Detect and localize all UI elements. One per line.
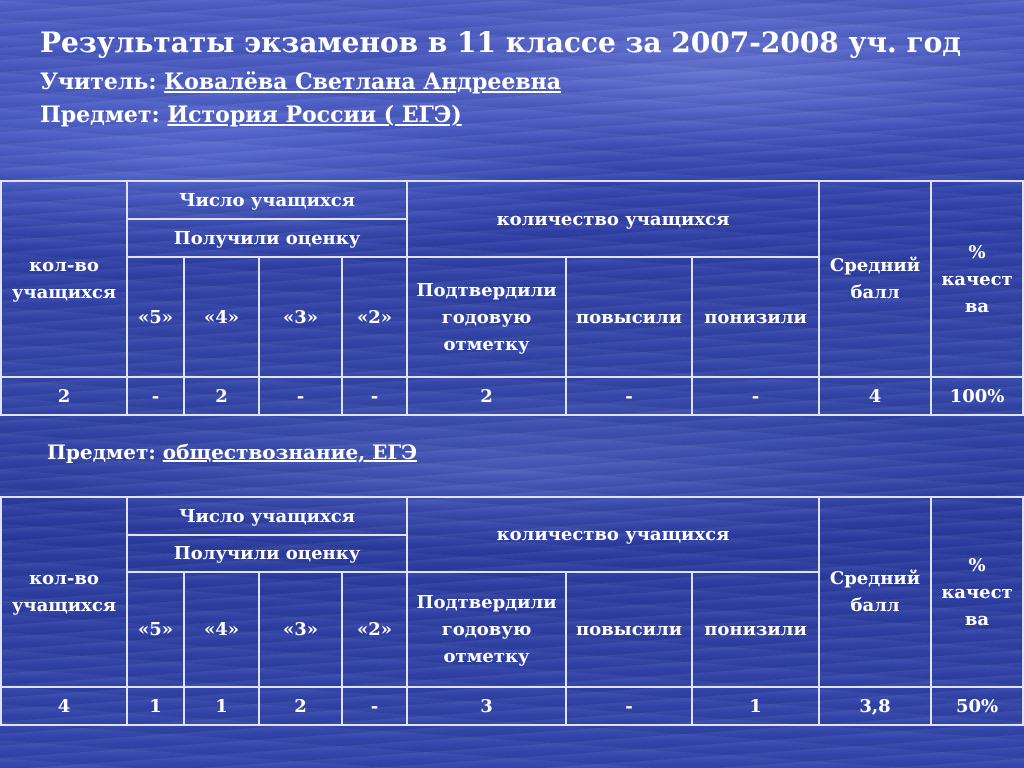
cell-quality: 50% bbox=[931, 687, 1023, 725]
subject-name: История России ( ЕГЭ) bbox=[167, 102, 462, 128]
cell-raised: - bbox=[566, 377, 692, 415]
header-grade-2: «2» bbox=[342, 572, 407, 687]
header-grade-3: «3» bbox=[259, 572, 342, 687]
cell-lowered: 1 bbox=[692, 687, 819, 725]
results-table-history bbox=[0, 180, 1024, 416]
subject2-label: Предмет: bbox=[47, 440, 156, 464]
header-grade-5: «5» bbox=[127, 572, 184, 687]
subject-label: Предмет: bbox=[40, 102, 160, 128]
header-quality bbox=[931, 497, 1023, 687]
header-got-grade: Получили оценку bbox=[127, 535, 407, 572]
table-row bbox=[1, 687, 1023, 725]
cell-g2: - bbox=[342, 377, 407, 415]
quality-pct: % bbox=[968, 241, 986, 263]
teacher-name: Ковалёва Светлана Андреевна bbox=[164, 69, 561, 95]
cell-g5: 1 bbox=[127, 687, 184, 725]
header-confirmed: Подтвердили годовую отметку bbox=[407, 572, 566, 687]
cell-g4: 2 bbox=[184, 377, 259, 415]
header-qty-students: количество учащихся bbox=[407, 497, 819, 572]
subject-line bbox=[40, 101, 961, 130]
header-num-students: Число учащихся bbox=[127, 181, 407, 219]
cell-lowered: - bbox=[692, 377, 819, 415]
header-num-students: Число учащихся bbox=[127, 497, 407, 535]
header-got-grade: Получили оценку bbox=[127, 219, 407, 257]
header-avg: Средний балл bbox=[819, 497, 931, 687]
header-grade-4: «4» bbox=[184, 257, 259, 377]
cell-confirmed: 3 bbox=[407, 687, 566, 725]
slide-title: Результаты экзаменов в 11 классе за 2007-2008 уч. год bbox=[40, 26, 961, 59]
header-grade-4: «4» bbox=[184, 572, 259, 687]
header-count-students: кол-во учащихся bbox=[1, 497, 127, 687]
cell-avg: 3,8 bbox=[819, 687, 931, 725]
header-quality bbox=[931, 181, 1023, 377]
quality-label: качест ва bbox=[941, 268, 1013, 317]
cell-raised: - bbox=[566, 687, 692, 725]
header-grade-3: «3» bbox=[259, 257, 342, 377]
cell-g5: - bbox=[127, 377, 184, 415]
table-row bbox=[1, 377, 1023, 415]
cell-g2: - bbox=[342, 687, 407, 725]
teacher-label: Учитель: bbox=[40, 69, 157, 95]
header-lowered: понизили bbox=[692, 572, 819, 687]
header-raised: повысили bbox=[566, 572, 692, 687]
cell-count: 2 bbox=[1, 377, 127, 415]
results-table-social-studies bbox=[0, 496, 1024, 726]
cell-avg: 4 bbox=[819, 377, 931, 415]
cell-count: 4 bbox=[1, 687, 127, 725]
teacher-line bbox=[40, 68, 961, 97]
quality-label: качест ва bbox=[941, 581, 1013, 630]
header-grade-2: «2» bbox=[342, 257, 407, 377]
cell-g3: - bbox=[259, 377, 342, 415]
header-avg: Средний балл bbox=[819, 181, 931, 377]
subject2-name: обществознание, ЕГЭ bbox=[162, 440, 418, 464]
cell-g4: 1 bbox=[184, 687, 259, 725]
header-raised: повысили bbox=[566, 257, 692, 377]
quality-pct: % bbox=[968, 554, 986, 576]
header-grade-5: «5» bbox=[127, 257, 184, 377]
header-qty-students: количество учащихся bbox=[407, 181, 819, 257]
header-confirmed: Подтвердили годовую отметку bbox=[407, 257, 566, 377]
header-lowered: понизили bbox=[692, 257, 819, 377]
header-count-students: кол-во учащихся bbox=[1, 181, 127, 377]
slide-header bbox=[40, 26, 961, 134]
cell-g3: 2 bbox=[259, 687, 342, 725]
cell-confirmed: 2 bbox=[407, 377, 566, 415]
cell-quality: 100% bbox=[931, 377, 1023, 415]
subject2-line bbox=[47, 440, 417, 464]
